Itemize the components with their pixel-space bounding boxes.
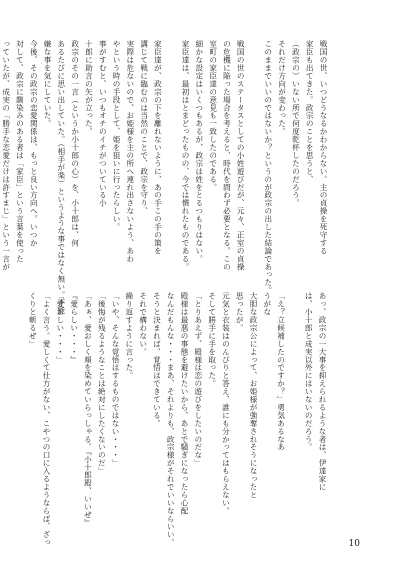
- upper-text-block: 戦国の世、いつどうなるかわからない。主の貞操を死守する 家臣も出てきた。政宗のことを思うと、 （政宗の）いない所で何度乾杯したのだろう。 それだけ方向が変わった。 このままでいいのではないか？というのが政宗の出した結論であった。 戦国の世のステータスとしての小姓遊びだが、元々、正室の貞操 の危機に陥った場合を考えると、時代を問わず必要となる。この 室町の家臣達の意見も一致したのである。 細かな設定はいくつもあるが、政宗は姓をとるつもりはない。 家臣達は、最初はとまどったものの、今では慣れたものである。 家臣達が、政宗の下を離れないように、あの手この手の策を 講じて戦に臨むのは当然のことで、政宗を守り、 実際は危ないので、お姫様を主の所へ連れ出さないよう、あわ やという時の手段として、姫を狙いに行ったらしい。 事がすむと、いつもオチのイチがついている小 十郎に助言の矢が立った。 政宗のその一言（というか小十郎の心）を、小十郎は、何 あるたびに思い出していた。（相手が楽）というような事ではなく無い。不能 嫌な事を気にしていた。 今後、その政宗の恋愛関係は、もっと良い方向へ。いつか 対して、政宗に馴染みのある者は「家臣」という言葉を使った っていたが、成実の「勝手な恋愛だけは許すまじ」という一言が: [1, 40, 328, 315]
- lower-text-block: あっ、政宗の一大事を抑えられるような者は、伊達家に は、小十郎と成実以外にはいないのだろう。 「え？立候補したのですか？」勇気あるなあ うがな 大胆な政宗公によって、お姫様が強奪されそうになったと 思ったが。 元気と衣装はのんびりと答え、誰にも分かってはもらえない。 そして勝手に手を取った。 「とりあえず、殿様は恋の遊びをしたいのだな」 殿様は最悪の事態を避けたいから、あとで騒ぎになったら心配 なんだもんな・・・まあ、それよりも、政宗様がそれでいいならいい。 そうと決まれば、覚悟はできている。 それで構わない。 繰り返すように言った。 「いや、そんな覚悟はするものではない・・・」 「後悔が残るようなことは絶対にしたくないのだ」 「あぁ、愛おしく頬を染めていらっしゃる。『小十郎殿、いいぜ』 『愛らしい・・・』 「愛おしい・・・」 「よく言う。愛しくて仕方がない、こやつの口に入るようならば、ざっ くりと斬るぜ」: [28, 292, 327, 547]
- page-number: 10: [348, 539, 360, 549]
